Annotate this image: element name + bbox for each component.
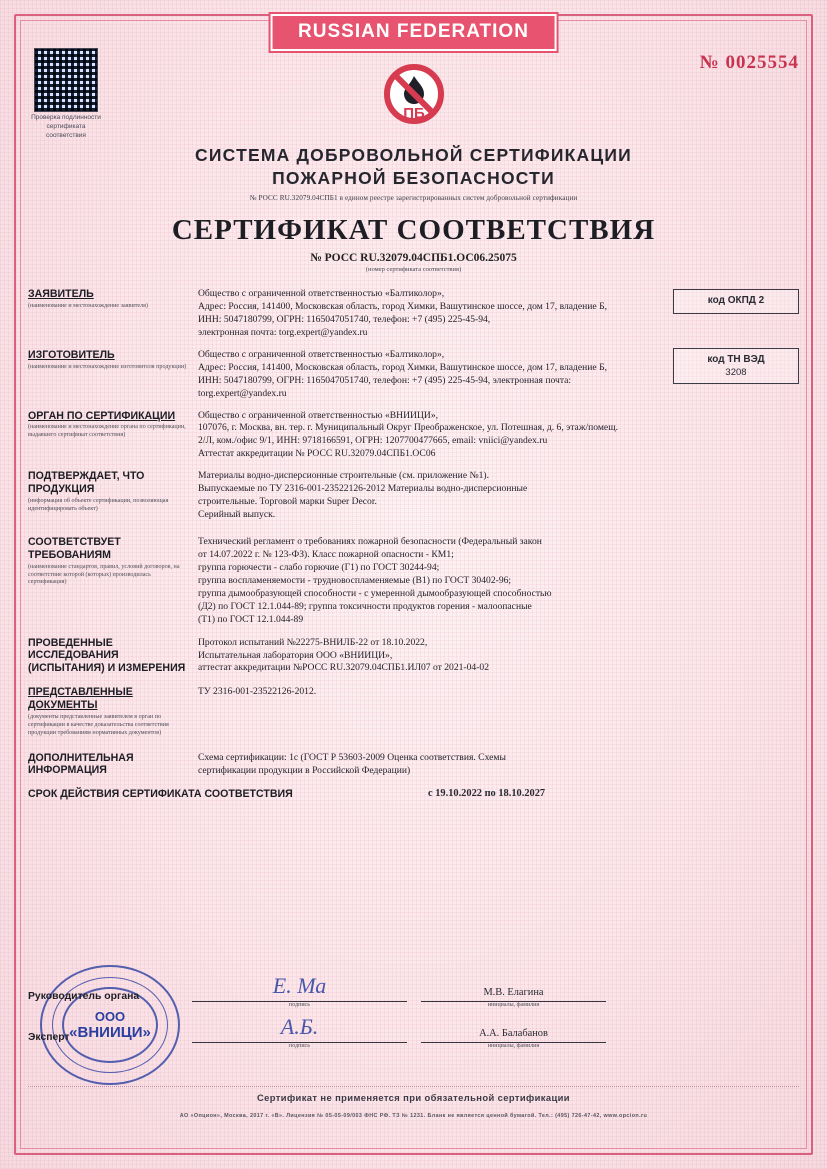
stamp-line1: ООО (94, 1009, 126, 1024)
field-row (28, 349, 799, 401)
field-value-line: электронная почта: torg.expert@yandex.ru (198, 326, 368, 338)
field-value-line: Испытательная лаборатория ООО «ВНИИЦИ», (198, 649, 393, 661)
field-value-line: группа горючести - слабо горючие (Г1) по ГОСТ 30244-94; (198, 561, 440, 573)
field-sublabel: (документы представленные заявителем в орган по сертификации в качестве доказательства соответствия продукции требованиям нормативных документов) (28, 714, 169, 736)
divider (28, 1086, 799, 1087)
registry-line: № РОСС RU.32079.04СПБ1 в едином реестре зарегистрированных систем добровольной сертификации (249, 193, 578, 202)
certificate-content (28, 21, 799, 1143)
field-row (28, 536, 799, 627)
field-value-line: ТУ 2316-001-23522126-2012. (198, 686, 317, 698)
field-label (28, 410, 198, 462)
field-value (198, 637, 799, 678)
field-value (198, 470, 628, 522)
field-value-line: 107076, г. Москва, вн. тер. г. Муниципальный Округ Преображенское, ул. Потешная, д. 6, этаж/помещ. (198, 422, 618, 434)
signature-line (192, 973, 407, 1008)
field-value-line: Серийный выпуск. (198, 509, 276, 521)
validity-value: с 19.10.2022 по 18.10.2027 (428, 788, 546, 800)
field-label-text: ИЗГОТОВИТЕЛЬ (28, 348, 115, 361)
field-value (198, 288, 668, 340)
field-value-line: Аттестат аккредитации № РОСС RU.32079.04СПБ1.ОС06 (198, 448, 436, 460)
field-value-line: Общество с ограниченной ответственностью «ВНИИЦИ», (198, 409, 439, 421)
field-label (28, 637, 198, 678)
field-label (28, 536, 198, 627)
signature-block (28, 973, 799, 1069)
page-title: СЕРТИФИКАТ СООТВЕТСТВИЯ (171, 213, 656, 246)
serial-prefix: № (699, 52, 720, 73)
field-value (198, 536, 799, 627)
stamp-line2: «ВНИИЦИ» (69, 1024, 151, 1041)
field-label (28, 349, 198, 401)
field-value (198, 349, 668, 401)
footer-imprint: АО «Опцион», Москва, 2017 г. «В». Лицензия № 05-05-09/003 ФНС РФ. ТЗ № 1231. Бланк не является ценной бумагой. Тел.: (495) 726-47-42, www.opcion.ru (179, 1113, 648, 1119)
signatory-role: Руководитель органа (28, 991, 140, 1002)
field-value-line: Общество с ограниченной ответственностью «Балтиколор», (198, 348, 445, 360)
validity-row (28, 788, 799, 800)
field-value-line: Выпускаемые по ТУ 2316-001-23522126-2012 Материалы водно-дисперсионные (198, 483, 528, 495)
okpd-label: код ОКПД 2 (707, 295, 765, 306)
field-sublabel: (информация об объекте сертификации, позволяющая идентифицировать объект) (28, 498, 169, 512)
field-rows (28, 288, 799, 800)
field-label-text: ОРГАН ПО СЕРТИФИКАЦИИ (28, 409, 176, 422)
field-sublabel: (наименование стандартов, правил, условий договоров, на соответствие которой (которых) производилась сертификация) (28, 563, 180, 586)
field-sublabel: (наименование и местонахождение органа по сертификации, выдавшего сертификат соответствия) (28, 424, 186, 439)
field-label-text: ЗАЯВИТЕЛЬ (28, 288, 94, 300)
field-row (28, 288, 799, 340)
title-block (28, 144, 799, 273)
tnved-label: код ТН ВЭД (707, 354, 765, 365)
field-value-line: ИНН: 5047180799, ОГРН: 1165047051740, телефон: +7 (495) 225-45-94, электронная почта: (198, 374, 572, 386)
field-row (28, 637, 799, 678)
field-value-line: Адрес: Россия, 141400, Московская область, город Химки, Вашутинское шоссе, дом 17, владение Б, (198, 300, 607, 312)
signature-caption: подпись (289, 1043, 310, 1049)
field-value-line: Материалы водно-дисперсионные строительные (см. приложение №1). (198, 470, 490, 482)
field-value-line: строительные. Торговой марки Super Decor. (198, 496, 377, 508)
handwritten-signature: Е. Ма (272, 973, 327, 998)
fire-safety-emblem-icon (375, 60, 453, 132)
system-title-line1: СИСТЕМА ДОБРОВОЛЬНОЙ СЕРТИФИКАЦИИ (195, 145, 632, 165)
signature-row (28, 973, 799, 1008)
field-sublabel: (наименование и местонахождение заявителя) (28, 302, 148, 309)
field-value-line: Схема сертификации: 1с (ГОСТ Р 53603-2009 Оценка соответствия. Схемы (198, 751, 506, 763)
signature-caption: подпись (289, 1002, 310, 1008)
field-row (28, 686, 799, 737)
field-value-line: Общество с ограниченной ответственностью «Балтиколор», (198, 288, 445, 299)
certificate-number: № РОСС RU.32079.04СПБ1.ОС06.25075 (310, 251, 517, 264)
field-value (198, 752, 799, 780)
signatory-name-caption: инициалы, фамилия (487, 1002, 540, 1008)
field-value-line: сертификации продукции в Российской Федерации) (198, 764, 411, 776)
signatory-name-line (421, 987, 606, 1008)
field-value-line: torg.expert@yandex.ru (198, 387, 287, 399)
field-value-line: (Д2) по ГОСТ 12.1.044-89; группа токсичности продуктов горения - малоопасные (198, 600, 532, 612)
field-value-line: аттестат аккредитации №РОСС RU.32079.04СПБ1.ИЛ07 от 2021-04-02 (198, 662, 489, 674)
field-value-line: от 14.07.2022 г. № 123-ФЗ). Класс пожарной опасности - КМ1; (198, 548, 454, 560)
field-value-line: Технический регламент о требованиях пожарной безопасности (Федеральный закон (198, 536, 542, 547)
field-label (28, 470, 198, 522)
field-label-text: ПОДТВЕРЖДАЕТ, ЧТО ПРОДУКЦИЯ (28, 470, 145, 496)
field-value (198, 686, 799, 737)
field-label (28, 752, 198, 780)
field-label (28, 686, 198, 737)
qr-caption: Проверка подлинности сертификата соответствия (31, 114, 101, 139)
certificate-number-caption: (номер сертификата соответствия) (365, 265, 462, 273)
field-value-line: группа воспламеняемости - трудновоспламеняемые (В1) по ГОСТ 30402-96; (198, 574, 512, 586)
footer-notice: Сертификат не применяется при обязательной сертификации АО «Опцион», Москва, 2017 г. «В». Лицензия № 05-05-09/003 ФНС РФ. ТЗ № 1231. Бланк не является ценной бумагой. Тел.: (495) 726-47-42, www.opcion.ru (28, 1092, 799, 1103)
field-row (28, 752, 799, 780)
field-value-line: Протокол испытаний №22275-ВНИЛБ-22 от 18.10.2022, (198, 636, 428, 648)
validity-label: СРОК ДЕЙСТВИЯ СЕРТИФИКАТА СООТВЕТСТВИЯ (28, 788, 293, 801)
tnved-value: 3208 (725, 367, 747, 378)
field-value-line: 2/Л, ком./офис 9/1, ИНН: 9718166591, ОГРН: 1207700477665, email: vniici@yandex.ru (198, 435, 548, 447)
serial-value: 0025554 (725, 52, 799, 73)
signatory-name-caption: инициалы, фамилия (487, 1043, 540, 1049)
svg-text:ПБ: ПБ (402, 105, 425, 122)
field-row (28, 470, 799, 522)
field-label-text: ДОПОЛНИТЕЛЬНАЯ ИНФОРМАЦИЯ (28, 751, 134, 777)
field-label-text: ПРОВЕДЕННЫЕ ИССЛЕДОВАНИЯ (ИСПЫТАНИЯ) И ИЗМЕРЕНИЯ (28, 636, 186, 675)
field-sublabel: (наименование и местонахождение изготовителя продукции) (28, 363, 187, 370)
field-label-text: СООТВЕТСТВУЕТ ТРЕБОВАНИЯМ (28, 536, 121, 561)
field-value-line: Адрес: Россия, 141400, Московская область, город Химки, Вашутинское шоссе, дом 17, владение Б, (198, 361, 607, 373)
field-value (198, 410, 718, 462)
system-title-line2: ПОЖАРНОЙ БЕЗОПАСНОСТИ (272, 167, 555, 188)
signature-line (192, 1014, 407, 1049)
qr-code-icon (34, 48, 98, 112)
serial-number (700, 52, 799, 74)
field-label-text: ПРЕДСТАВЛЕННЫЕ ДОКУМЕНТЫ (28, 686, 133, 712)
field-label (28, 288, 198, 340)
signatory-role: Эксперт (28, 1032, 70, 1043)
field-value-line: (Т1) по ГОСТ 12.1.044-89 (198, 613, 304, 625)
country-ribbon: RUSSIAN FEDERATION (270, 14, 557, 51)
signatory-name-line (421, 1028, 606, 1049)
signatory-name: М.В. Елагина (483, 987, 544, 998)
handwritten-signature: А.Б. (280, 1014, 319, 1039)
field-row (28, 410, 799, 462)
signatory-name: А.А. Балабанов (479, 1028, 548, 1039)
field-value-line: группа дымообразующей способности - с умеренной дымообразующей способностью (198, 587, 552, 599)
field-value-line: ИНН: 5047180799, ОГРН: 1165047051740, телефон: +7 (495) 225-45-94, (198, 313, 491, 325)
